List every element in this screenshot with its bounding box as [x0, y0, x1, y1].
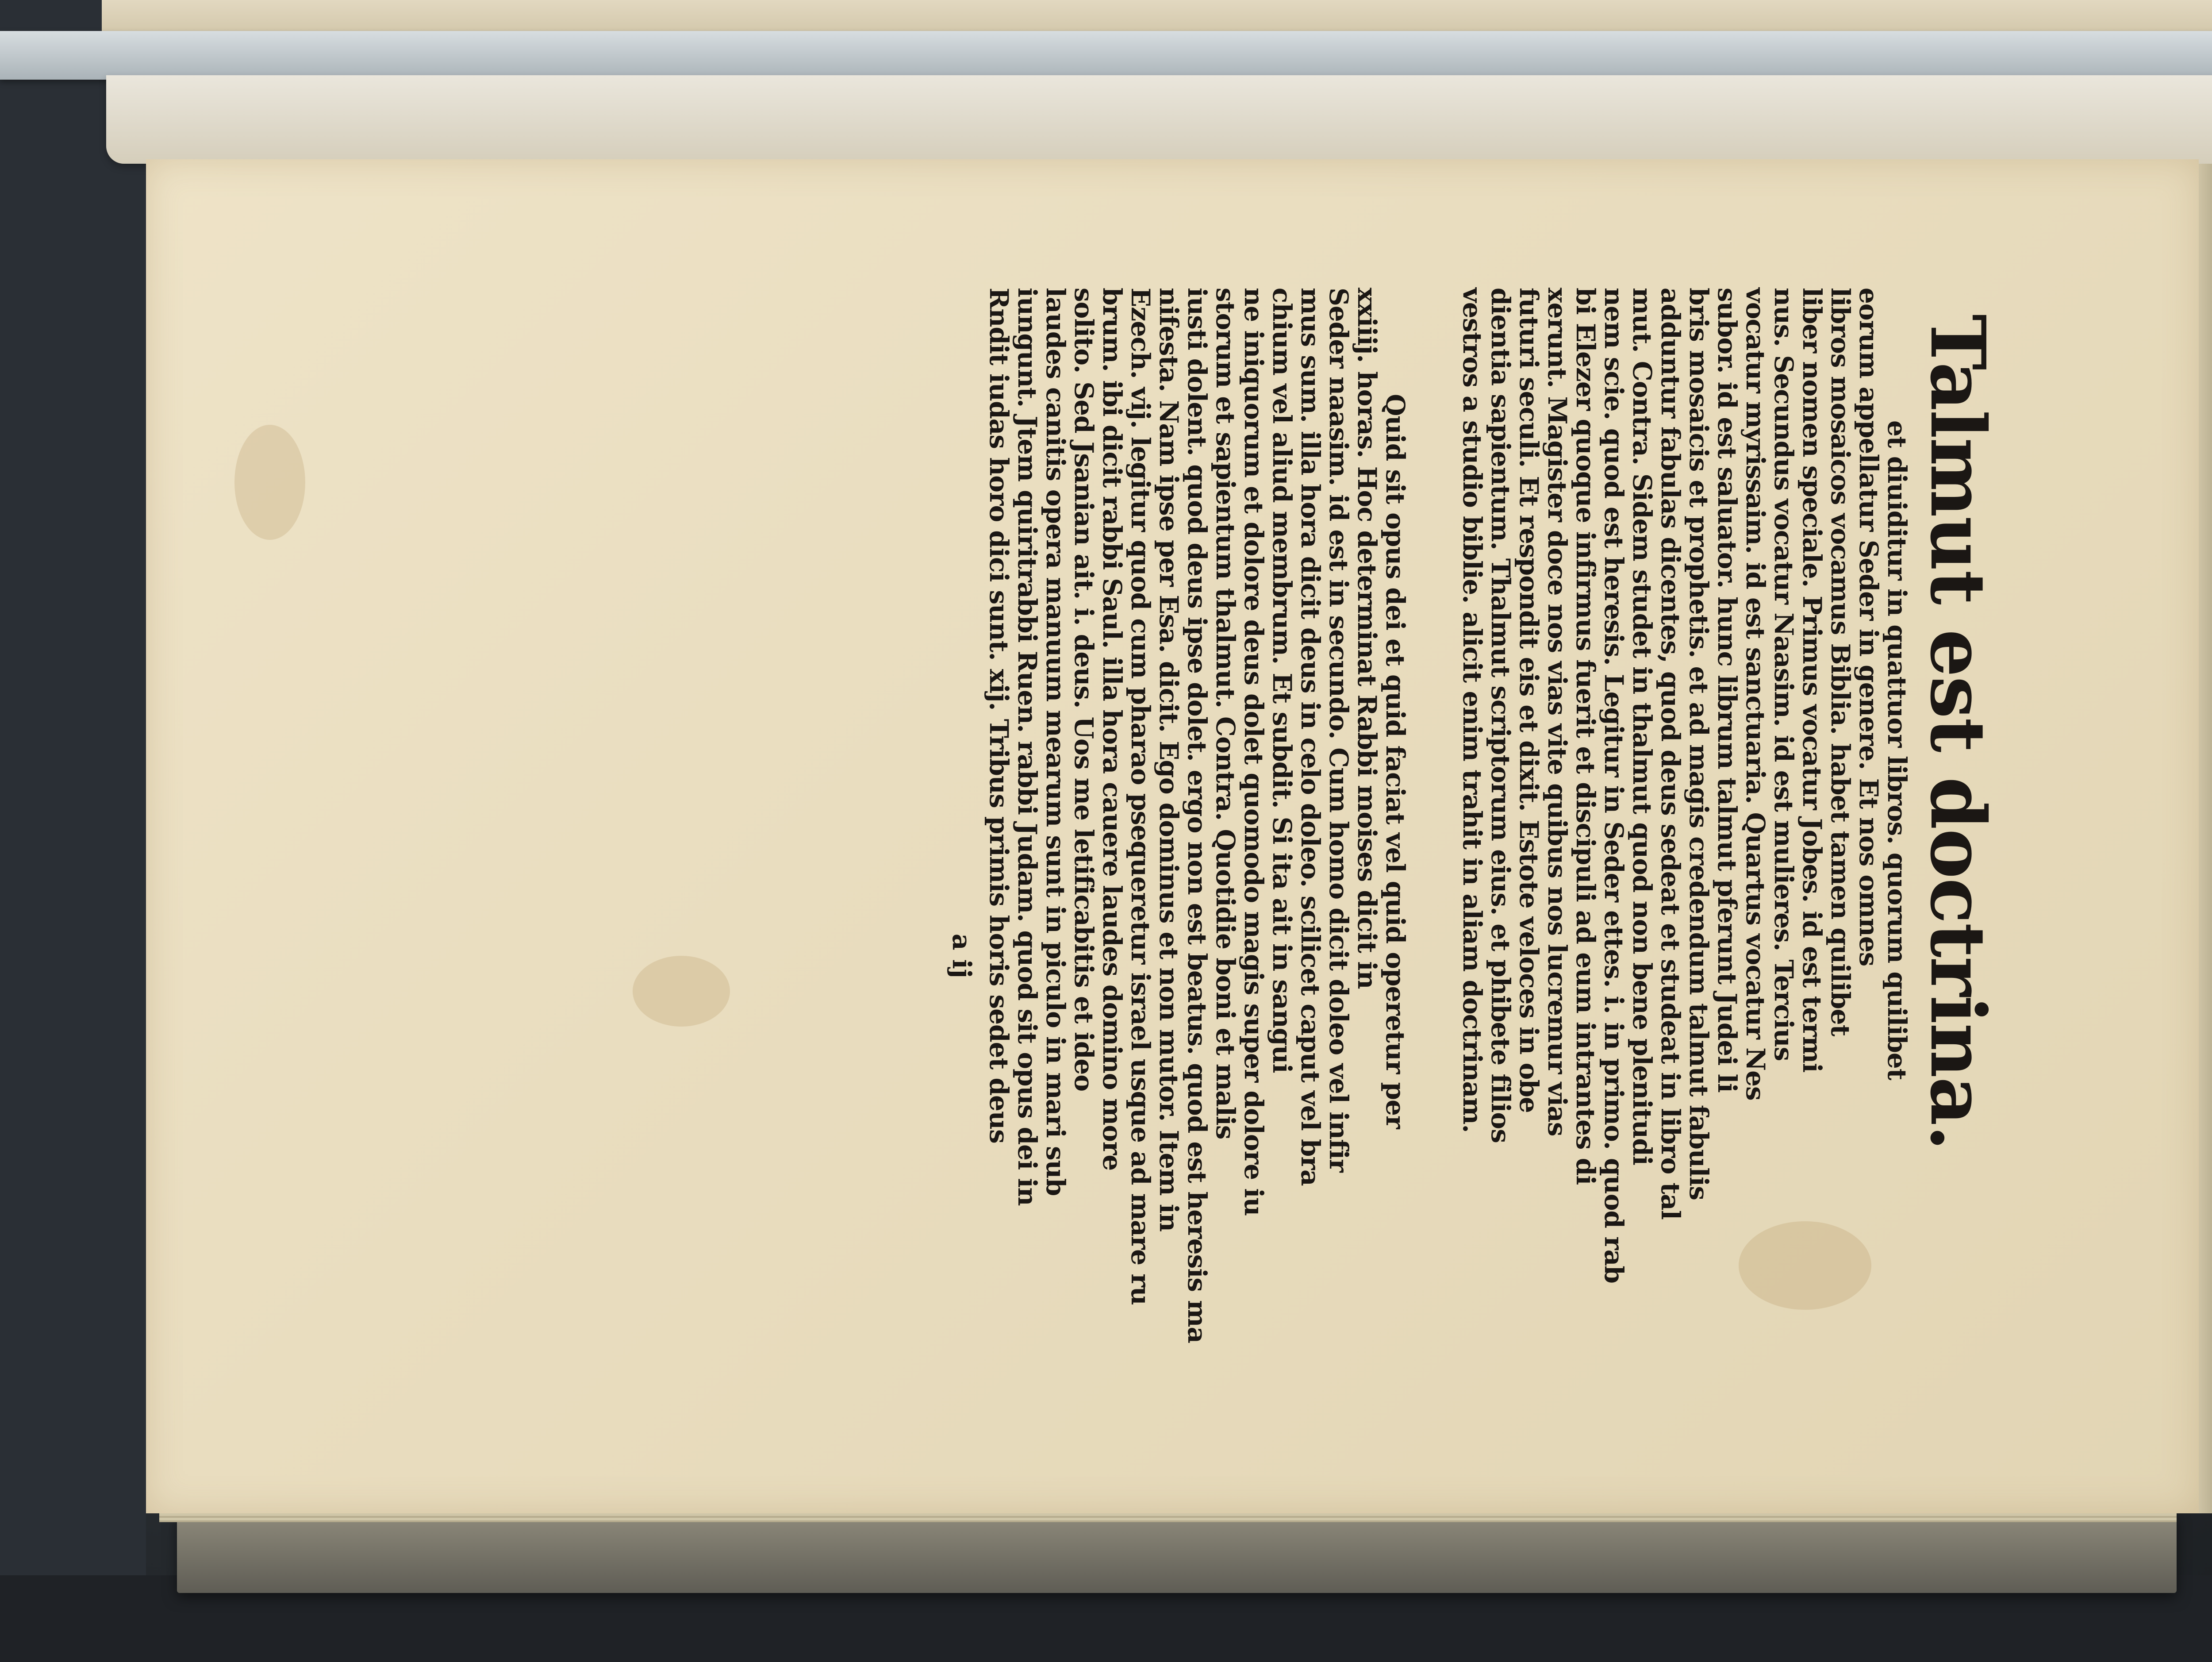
text-line: vocatur myrissaim. id est sanctuaria. Quartus vocatur Nes [1740, 288, 1770, 1100]
rotated-text-block [664, 288, 2000, 1482]
text-line: iungunt. Jtem quiritrabbi Ruen. rabbi Judam. quod sit opus dei in [1012, 288, 1042, 1206]
text-line: bris mosaicis et prophetis. et ad magis credendum talmut fabulis [1684, 288, 1714, 1200]
text-line: et diuiditur in quattuor libros. quorum quilibet [1882, 420, 1912, 1080]
page-title: Talmut est doctrina. [1913, 314, 2002, 1150]
book-cover-edge [177, 1513, 2177, 1593]
text-line: eorum appellatur Seder in genere. Et nos omnes [1854, 288, 1884, 966]
text-line: subor. id est saluator. hunc librum talmut pferunt Judei li [1712, 288, 1742, 1093]
text-line: Seder naasim. id est in secundo. Cum homo dicit doleo vel infir [1324, 288, 1354, 1172]
paper-stain [234, 425, 305, 540]
text-line: nus. Secundus vocatur Naasim. id est mulieres. Tercius [1769, 288, 1799, 1061]
text-line: ne iniquorum et dolore deus dolet quomodo magis super dolore iu [1239, 288, 1269, 1216]
glass-strip [0, 31, 2212, 80]
text-line: Rndit iudas horo dici sunt. xij. Tribus primis horis sedet deus [984, 288, 1014, 1143]
paragraph-1 [1458, 288, 1911, 1482]
text-line: nem scie. quod est heresis. Legitur in Seder ettes. i. in primo. quod rab [1599, 288, 1629, 1283]
text-line: nifesta. Nam ipse per Esa. dicit. Ego dominus et non mutor. Item in [1154, 288, 1184, 1231]
text-line: adduntur fabulas dicentes, quod deus sedeat et studeat in libro tal [1655, 288, 1686, 1220]
text-line: libros mosaicos vocamus Biblia. habet tamen quilibet [1825, 288, 1855, 1036]
signature-mark: a ij [947, 934, 977, 978]
background-left [0, 0, 146, 1662]
text-line: bi Elezer quoque infirmus fuerit et discipuli ad eum intrantes di [1571, 288, 1601, 1185]
paragraph-2 [985, 288, 1409, 1482]
page-fold [106, 75, 2212, 164]
text-line: solito. Sed Jsanian ait. i. deus. Uos me letificabitis et ideo [1069, 288, 1099, 1092]
text-line: liber nomen speciale. Primus vocatur Jobes. id est termi [1797, 288, 1827, 1073]
text-line: dientia sapientum. Thalmut scriptorum eius. et phibete filios [1486, 288, 1516, 1143]
text-line: brum. ibi dicit rabbi Saul. illa hora cauere laudes domino more [1097, 288, 1127, 1171]
text-line: Ezech. vij. legitur quod cum pharao psequeretur israel usque ad mare ru [1125, 288, 1156, 1305]
text-line: xxiiij. horas. Hoc determinat Rabbi moises dicit in [1352, 288, 1382, 989]
text-line: mut. Contra. Sidem studet in thalmut quod non bene plenitudi [1627, 288, 1657, 1165]
text-line: vestros a studio biblie. alicit enim trahit in aliam doctrinam. [1457, 288, 1487, 1133]
text-line: futuri seculi. Et respondit eis et dixit. Estote veloces in obe [1514, 288, 1544, 1113]
text-line: mus sum. illa hora dicit deus in celo doleo. scilicet caput vel bra [1295, 288, 1325, 1186]
text-line: laudes canitis opera manuum mearum sunt in piculo in mari sub [1041, 288, 1071, 1196]
text-line: storum et sapientum thalmut. Contra. Quotidie boni et malis [1210, 288, 1240, 1139]
text-line: iusti dolent. quod deus ipse dolet. ergo non est beatus. quod est heresis ma [1182, 288, 1212, 1343]
text-line: chium vel aliud membrum. Et subdit. Si ita ait in sangui [1267, 288, 1297, 1073]
text-line: Quid sit opus dei et quid faciat vel quid operetur per [1380, 394, 1410, 1129]
facing-page-edge [102, 0, 2212, 31]
text-line: xerunt. Magister doce nos vias vite quibus nos lucremur vias [1542, 288, 1572, 1136]
